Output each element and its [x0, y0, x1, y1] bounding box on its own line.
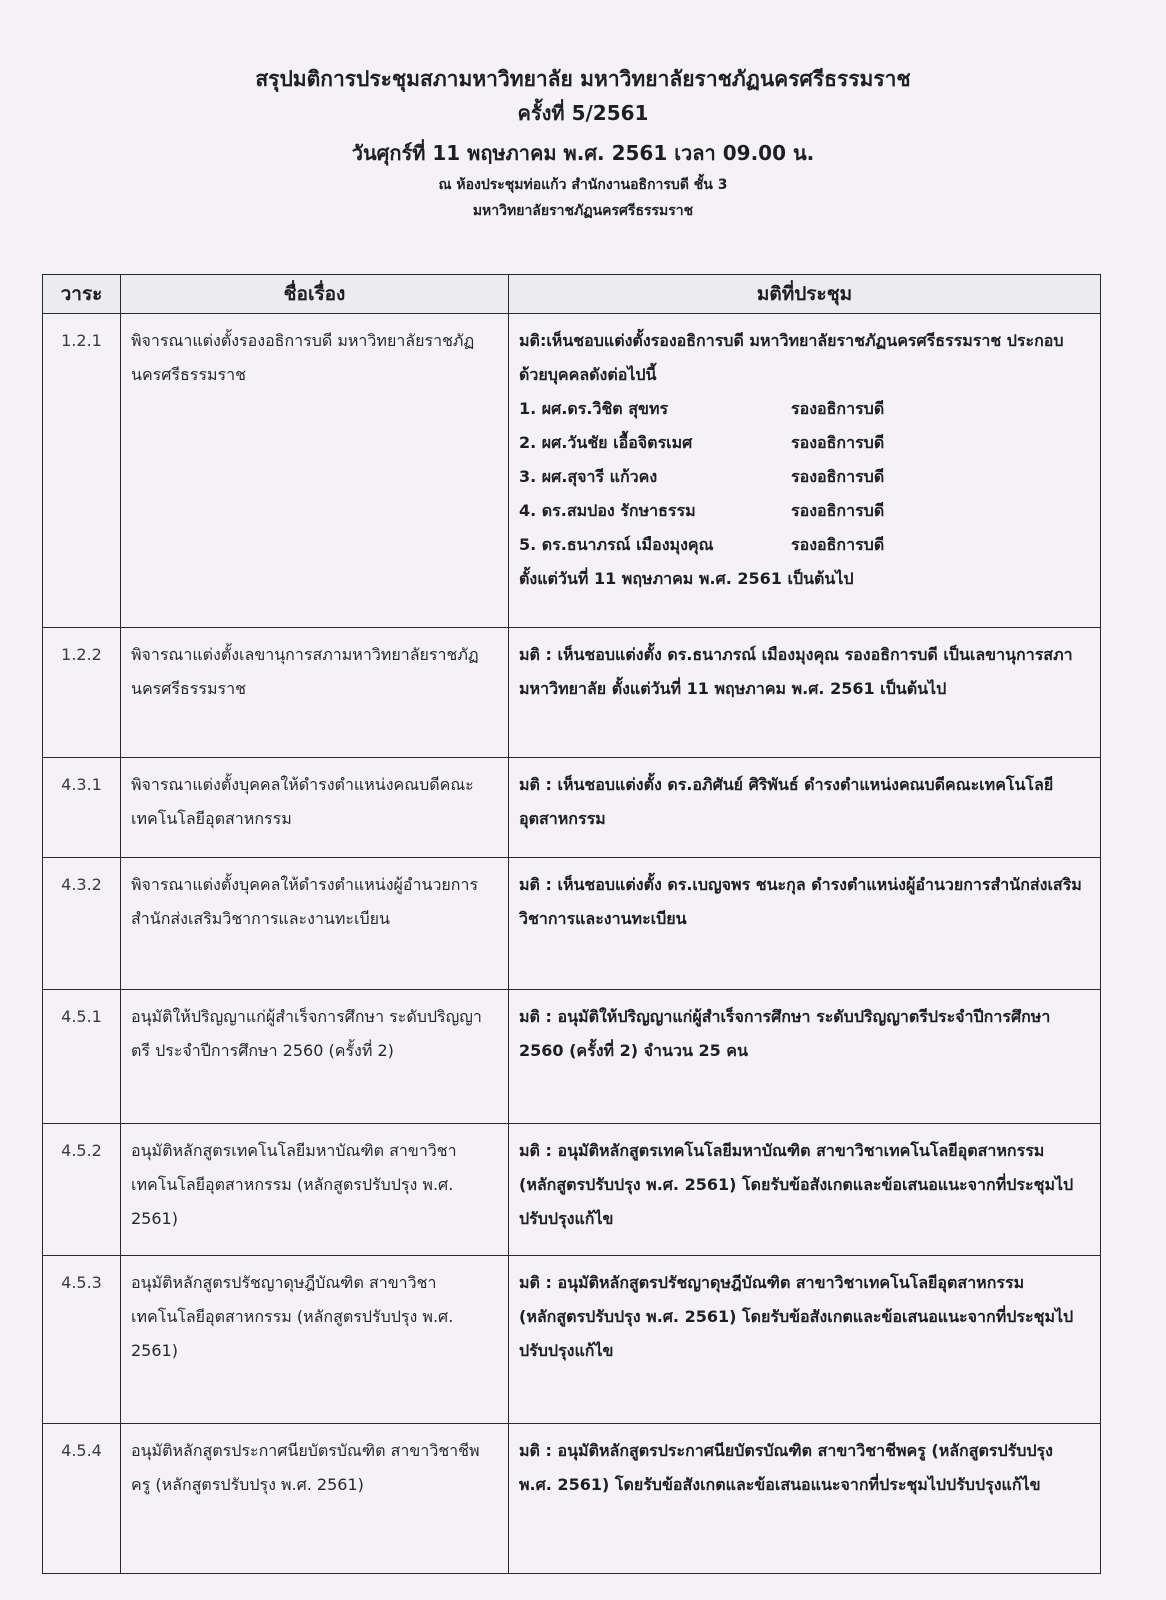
meeting-datetime: วันศุกร์ที่ 11 พฤษภาคม พ.ศ. 2561 เวลา 09.00 น.: [351, 141, 815, 165]
table-row: [43, 758, 1101, 858]
agenda-title: อนุมัติให้ปริญญาแก่ผู้สำเร็จการศึกษา ระดับปริญญาตรี ประจำปีการศึกษา 2560 (ครั้งที่ 2): [121, 990, 509, 1124]
table-header-row: [43, 275, 1101, 314]
agenda-resolution: มติ : อนุมัติหลักสูตรเทคโนโลยีมหาบัณฑิต สาขาวิชาเทคโนโลยีอุตสาหกรรม (หลักสูตรปรับปรุง พ.ศ. 2561) โดยรับข้อสังเกตและข้อเสนอแนะจากที่ประชุมไปปรับปรุงแก้ไข: [509, 1124, 1101, 1256]
table-row: [43, 314, 1101, 628]
agenda-title: อนุมัติหลักสูตรเทคโนโลยีมหาบัณฑิต สาขาวิชาเทคโนโลยีอุตสาหกรรม (หลักสูตรปรับปรุง พ.ศ. 2561): [121, 1124, 509, 1256]
table-row: [43, 1424, 1101, 1574]
agenda-resolution: [509, 314, 1101, 628]
agenda-number: 1.2.2: [43, 628, 121, 758]
appointee-name: 5. ดร.ธนาภรณ์ เมืองมุงคุณ: [519, 535, 714, 554]
table-row: [43, 628, 1101, 758]
agenda-title: พิจารณาแต่งตั้งเลขานุการสภามหาวิทยาลัยราชภัฏนครศรีธรรมราช: [121, 628, 509, 758]
agenda-resolution: มติ : อนุมัติหลักสูตรปรัชญาดุษฎีบัณฑิต สาขาวิชาเทคโนโลยีอุตสาหกรรม (หลักสูตรปรับปรุง พ.ศ. 2561) โดยรับข้อสังเกตและข้อเสนอแนะจากที่ประชุมไปปรับปรุงแก้ไข: [509, 1256, 1101, 1424]
appointee-position: รองอธิการบดี: [791, 467, 885, 486]
agenda-resolution: มติ : อนุมัติให้ปริญญาแก่ผู้สำเร็จการศึกษา ระดับปริญญาตรีประจำปีการศึกษา 2560 (ครั้งที่ 2) จำนวน 25 คน: [509, 990, 1101, 1124]
meeting-location: ณ ห้องประชุมท่อแก้ว สำนักงานอธิการบดี ชั้น 3: [438, 177, 728, 193]
agenda-number: 4.5.2: [43, 1124, 121, 1256]
column-header-agenda: วาระ: [43, 275, 121, 314]
agenda-resolution: มติ : เห็นชอบแต่งตั้ง ดร.อภิศันย์ ศิริพันธ์ ดำรงตำแหน่งคณบดีคณะเทคโนโลยีอุตสาหกรรม: [509, 758, 1101, 858]
agenda-number: 4.5.3: [43, 1256, 121, 1424]
resolution-outro: ตั้งแต่วันที่ 11 พฤษภาคม พ.ศ. 2561 เป็นต้นไป: [519, 569, 854, 588]
appointee-item: [519, 460, 1090, 494]
agenda-number: 4.3.1: [43, 758, 121, 858]
column-header-subject: ชื่อเรื่อง: [121, 275, 509, 314]
session-number: ครั้งที่ 5/2561: [517, 101, 649, 125]
appointee-item: [519, 426, 1090, 460]
document-header: [0, 62, 1166, 224]
column-header-resolution: มติที่ประชุม: [509, 275, 1101, 314]
resolution-intro: มติ:เห็นชอบแต่งตั้งรองอธิการบดี มหาวิทยาลัยราชภัฏนครศรีธรรมราช ประกอบด้วยบุคคลดังต่อไปนี้: [519, 331, 1064, 384]
document-title: สรุปมติการประชุมสภามหาวิทยาลัย มหาวิทยาลัยราชภัฏนครศรีธรรมราช: [255, 67, 911, 91]
table-row: [43, 1256, 1101, 1424]
agenda-number: 4.5.4: [43, 1424, 121, 1574]
appointee-name: 3. ผศ.สุจารี แก้วคง: [519, 467, 658, 486]
agenda-number: 1.2.1: [43, 314, 121, 628]
agenda-number: 4.5.1: [43, 990, 121, 1124]
table-row: [43, 1124, 1101, 1256]
appointee-name: 4. ดร.สมปอง รักษาธรรม: [519, 501, 696, 520]
appointee-name: 2. ผศ.วันชัย เอื้อจิตรเมศ: [519, 433, 693, 452]
agenda-title: พิจารณาแต่งตั้งบุคคลให้ดำรงตำแหน่งคณบดีคณะเทคโนโลยีอุตสาหกรรม: [121, 758, 509, 858]
appointee-item: [519, 494, 1090, 528]
table-row: [43, 990, 1101, 1124]
appointee-item: [519, 528, 1090, 562]
agenda-title: พิจารณาแต่งตั้งรองอธิการบดี มหาวิทยาลัยราชภัฏนครศรีธรรมราช: [121, 314, 509, 628]
agenda-title: อนุมัติหลักสูตรประกาศนียบัตรบัณฑิต สาขาวิชาชีพครู (หลักสูตรปรับปรุง พ.ศ. 2561): [121, 1424, 509, 1574]
appointee-position: รองอธิการบดี: [791, 433, 885, 452]
appointee-position: รองอธิการบดี: [791, 535, 885, 554]
agenda-number: 4.3.2: [43, 858, 121, 990]
agenda-resolution: มติ : เห็นชอบแต่งตั้ง ดร.ธนาภรณ์ เมืองมุงคุณ รองอธิการบดี เป็นเลขานุการสภามหาวิทยาลัย ตั้งแต่วันที่ 11 พฤษภาคม พ.ศ. 2561 เป็นต้นไป: [509, 628, 1101, 758]
agenda-title: อนุมัติหลักสูตรปรัชญาดุษฎีบัณฑิต สาขาวิชาเทคโนโลยีอุตสาหกรรม (หลักสูตรปรับปรุง พ.ศ. 2561): [121, 1256, 509, 1424]
agenda-resolution: มติ : อนุมัติหลักสูตรประกาศนียบัตรบัณฑิต สาขาวิชาชีพครู (หลักสูตรปรับปรุง พ.ศ. 2561) โดยรับข้อสังเกตและข้อเสนอแนะจากที่ประชุมไปปรับปรุงแก้ไข: [509, 1424, 1101, 1574]
appointee-position: รองอธิการบดี: [791, 399, 885, 418]
appointee-position: รองอธิการบดี: [791, 501, 885, 520]
appointee-name: 1. ผศ.ดร.วิชิต สุขทร: [519, 399, 669, 418]
table-row: [43, 858, 1101, 990]
appointee-item: [519, 392, 1090, 426]
agenda-title: พิจารณาแต่งตั้งบุคคลให้ดำรงตำแหน่งผู้อำนวยการสำนักส่งเสริมวิชาการและงานทะเบียน: [121, 858, 509, 990]
institution-name: มหาวิทยาลัยราชภัฏนครศรีธรรมราช: [472, 203, 694, 219]
resolutions-table: [42, 274, 1101, 1574]
agenda-resolution: มติ : เห็นชอบแต่งตั้ง ดร.เบญจพร ชนะกุล ดำรงตำแหน่งผู้อำนวยการสำนักส่งเสริมวิชาการและงานทะเบียน: [509, 858, 1101, 990]
